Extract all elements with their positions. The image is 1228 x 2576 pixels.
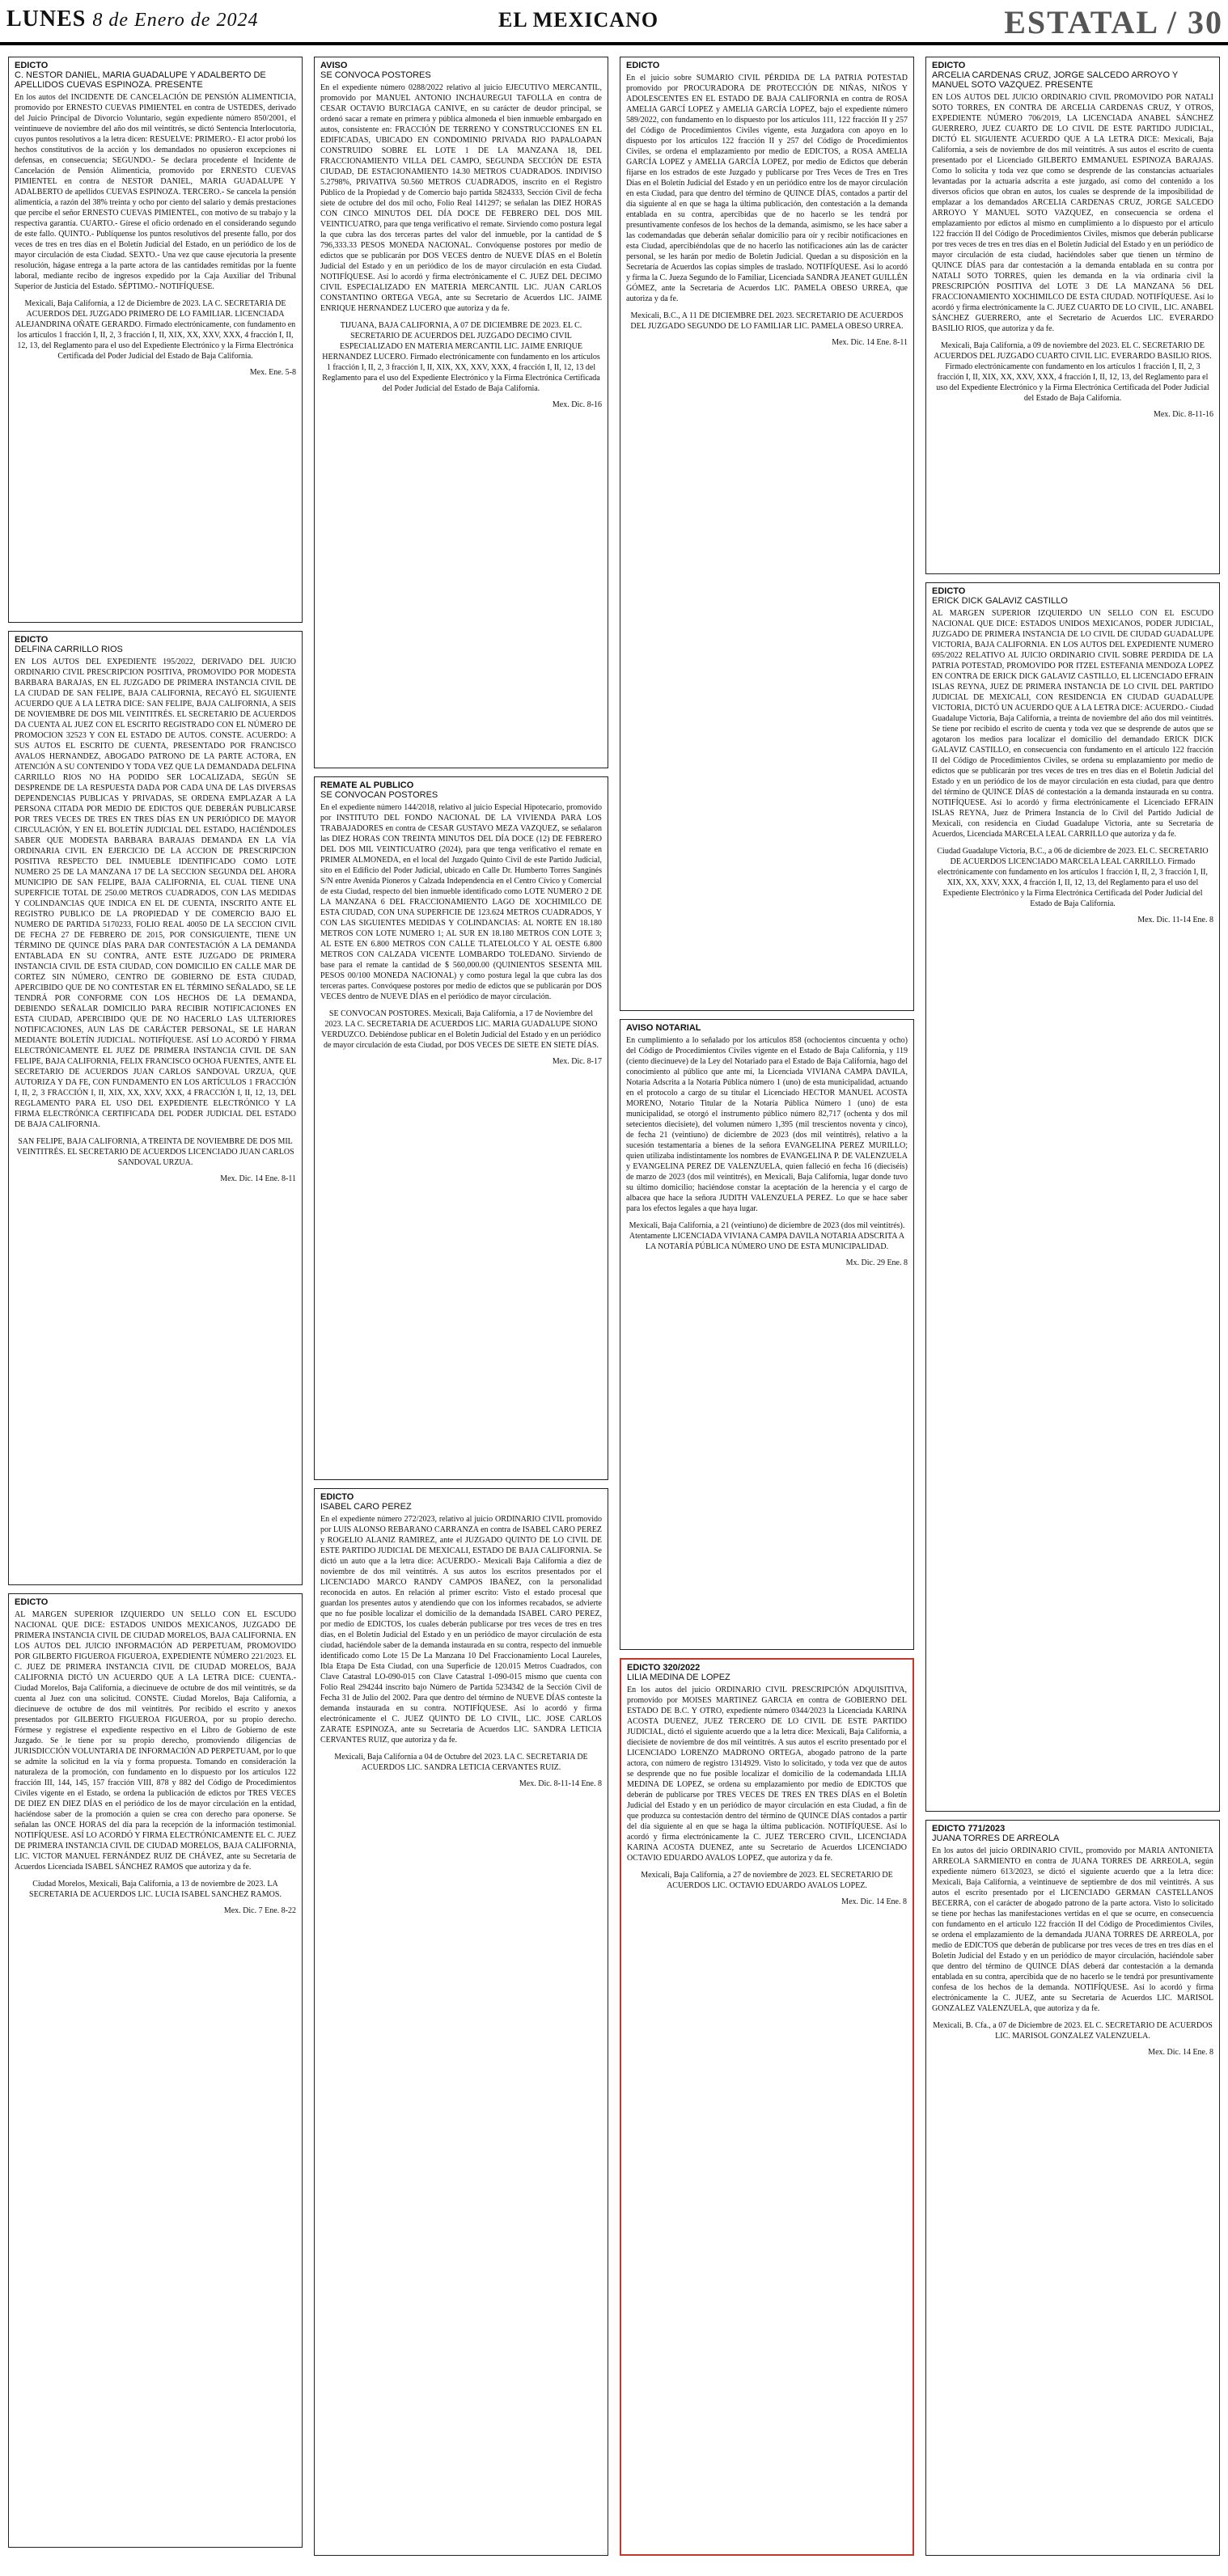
notice-tag: EDICTO 320/2022 xyxy=(627,1663,701,1673)
notice-party: SE CONVOCAN POSTORES xyxy=(320,790,438,800)
legal-notice xyxy=(314,776,608,1480)
notice-tag: EDICTO xyxy=(15,635,49,645)
section-page-label: ESTATAL / 30 xyxy=(1004,4,1223,40)
header-date: 8 de Enero de 2024 xyxy=(92,10,259,31)
legal-notice xyxy=(8,57,303,623)
notice-body: En el expediente número 272/2023, relativo al juicio ORDINARIO CIVIL promovido por LUIS ALONSO REBARANO CARRANZA en contra de ISABEL CARO PEREZ y ROGELIO ALANIZ RAMIREZ, ante el JUZGADO QUINTO DE LO CIVIL DE ESTE PARTIDO JUDICIAL DE MEXICALI, ESTADO DE BAJA CALIFORNIA. Se dictó un auto que a la letra dice: ACUERDO.- Mexicali Baja California a diez de noviembre de dos mil veintitrés. A sus autos los escritos presentados por el LICENCIADO MARCO RANDY CAMPOS IBAÑEZ, con la personalidad reconocida en autos. En relación al primer escrito: Visto el estado procesal que guardan los presentes autos y atendiendo que con los informes recabados, se advierte que no fue posible localizar el domicilio de la demandada ISABEL CARO PEREZ, por medio de EDICTOS, los cuales deberán publicarse por tres veces de tres en tres días, en el Boletín Judicial del Estado y en un periódico de mayor circulación de esta ciudad, haciéndole saber de la demanda instaurada en su contra, respecto del inmueble identificado como Lote 15 De La Manzana 10 Del Fraccionamiento Local Laureles, Ibla Etapa De Esta Ciudad, con una Superficie de 120.015 Metros Cuadrados, con Clave Catastral LO-090-015 con Clave Catastral 1-090-015 mismo que cuenta con Folio Real 294244 inscrito bajo Número de Partida 5234342 de la Sección Civil de Fecha 31 de Julio del 2002. Para que dentro del término de NUEVE DÍAS conteste la demanda instaurada en su contra. NOTIFÍQUESE. Así lo acordó y firma electrónicamente el C. JUEZ QUINTO DE LO CIVIL, LIC. JOSE CARLOS ZARATE ESPINOZA, ante su Secretaria de Acuerdos LIC. SANDRA LETICIA CERVANTES RUIZ, que autoriza y da fe. xyxy=(320,1515,602,1745)
notice-tag: EDICTO xyxy=(320,1492,354,1502)
notice-body: En el juicio sobre SUMARIO CIVIL PÉRDIDA DE LA PATRIA POTESTAD promovido por PROCURADORA DE PROTECCIÓN DE NIÑAS, NIÑOS Y ADOLESCENTES EN EL ESTADO DE BAJA CALIFORNIA en contra de ROSA AMELIA GARCÍ LOPEZ y AMELIA GARCÍA LOPEZ, bajo el expediente número 589/2022, con fundamento en lo dispuesto por los artículos 111, 122 fracción II y 257 del Código de Procedimientos Civiles vigente, esta Juzgadora con apoyo en lo dispuesto por los artículos 122 fracción II y 257 del Código de Procedimientos Civiles, se ordena el emplazamiento por medio de EDICTOS, a ROSA AMELIA GARCÍA LOPEZ y AMELIA GARCÍA LOPEZ, por medio de Edictos que deberán fijarse en los estrados de este Juzgado y publicarse por Tres Veces de Tres en Tres Días en el Boletín Judicial del Estado y en un periódico entre los de mayor circulación en esta Ciudad, para que dentro del término de QUINCE DÍAS, contados a partir del día siguiente al en que se haga la última publicación, den contestación a la demanda entablada en su contra, apercibidas que de no hacerlo se les tendrá por presuntivamente confesos de los hechos de la demanda, asimismo, se les hace saber a las codemandadas que deberán señalar domicilio para oír y recibir notificaciones en esta Ciudad, apercibiéndolas que de no hacerlo las notificaciones aún las de carácter personal, se les harán por medio de Boletín Judicial. Quedan a su disposición en la Secretaría de Acuerdos las copias simples de traslado. NOTIFÍQUESE. Así lo acordó y firma la C. Jueza Segundo de lo Familiar, Licenciada SANDRA JEANET GUILLÉN GÓMEZ, ante la Secretaria de Acuerdos LIC. PAMELA OBESO URREA, que autoriza y da fe. xyxy=(626,74,908,303)
notice-body: AL MARGEN SUPERIOR IZQUIERDO UN SELLO CON EL ESCUDO NACIONAL QUE DICE: ESTADOS UNIDOS MEXICANOS, PODER JUDICIAL, JUZGADO DE PRIMERA INSTANCIA DE LO CIVIL DE CIUDAD GUADALUPE VICTORIA, BAJA CALIFORNIA. EN LOS AUTOS DEL EXPEDIENTE NUMERO 695/2022 RELATIVO AL JUICIO ORDINARIO CIVIL SOBRE PERDIDA DE LA PATRIA POTESTAD, PROMOVIDO POR ITZEL ESTEFANIA MENDOZA LOPEZ EN CONTRA DE ERICK DICK GALAVIZ CASTILLO, EL LICENCIADO EFRAIN ISLAS REYNA, JUEZ DE PRIMERA INSTANCIA DE LO CIVIL DEL PARTIDO JUDICIAL DE MEXICALI, CON RESIDENCIA EN CIUDAD GUADALUPE VICTORIA, DICTÓ UN ACUERDO QUE A LA LETRA DICE: ACUERDO.- Ciudad Guadalupe Victoria, Baja California, a treinta de noviembre del año dos mil veintitrés. Se tiene por recibido el escrito de cuenta y toda vez que se desprende de autos que se agotaron los medios para localizar el domicilio del demandado ERICK DICK GALAVIZ CASTILLO, en consecuencia con fundamento en el artículo 122 fracción II del Código de Procedimientos Civiles, se ordena su emplazamiento por medio de edictos que se publicarán por tres veces de tres en tres días en el Boletín Judicial del Estado y en un periódico de los de mayor circulación en esta ciudad, para que dentro del término de QUINCE DÍAS dé contestación a la demanda instaurada en su contra. NOTIFÍQUESE. Así lo acordó y firma electrónicamente el Licenciado EFRAIN ISLAS REYNA, Juez de Primera Instancia de lo Civil del Partido Judicial de Mexicali, con residencia en Ciudad Guadalupe Victoria, ante su Secretaria de Acuerdos, Licenciada MARCELA LEAL CARRILLO que autoriza y da fe. xyxy=(932,609,1213,839)
notice-tag: EDICTO xyxy=(626,61,660,70)
notice-party: ARCELIA CARDENAS CRUZ, JORGE SALCEDO ARROYO Y MANUEL SOTO VAZQUEZ. PRESENTE xyxy=(932,70,1179,90)
notice-reference: Mex. Dic. 14 Ene. 8-11 xyxy=(220,1174,296,1183)
notice-party: LILIA MEDINA DE LOPEZ xyxy=(627,1673,730,1682)
notice-signature: Mexicali, Baja California, a 09 de noviembre del 2023. EL C. SECRETARIO DE ACUERDOS DEL JUZGADO CUARTO CIVIL LIC. EVERARDO BASILIO RIOS. Firmado electrónicamente con fundamento en los artículos 1 fracción I, II, 2, 3 fracción I, II, XIX, XX, XXV, XXX, 4 fracción I, II, 12, 13, del Reglamento para el uso del Expediente Electrónico y la Firma Electrónica Certificada del Poder Judicial del Estado de Baja California. xyxy=(934,341,1212,403)
notice-reference: Mex. Dic. 8-17 xyxy=(552,1057,602,1066)
notice-party: DELFINA CARRILLO RIOS xyxy=(15,645,123,654)
column-1 xyxy=(8,57,303,2564)
legal-notice xyxy=(925,57,1220,574)
notice-signature: Ciudad Guadalupe Victoria, B.C., a 06 de diciembre de 2023. EL C. SECRETARIO DE ACUERDOS LICENCIADO MARCELA LEAL CARRILLO. Firmado electrónicamente con fundamento en los artículos 1 fracción I, II, 2, 3 fracción I, II, XIX, XX, XXV, XXX, 4 fracción I, II, 12, 13, del Reglamento para el uso del Expediente Electrónico y la Firma Electrónica Certificada del Poder Judicial del Estado de Baja California. xyxy=(937,847,1209,908)
notice-body: En los autos del juicio ORDINARIO CIVIL PRESCRIPCIÓN ADQUISITIVA, promovido por MOISES MARTINEZ GARCIA en contra de GOBIERNO DEL ESTADO DE B.C. Y OTRO, expediente número 0344/2023 la Licenciada KARINA ACOSTA DUENEZ, JUEZ TERCERO DE LO CIVIL DE ESTE PARTIDO JUDICIAL, dictó el siguiente acuerdo que a la letra dice: Mexicali, Baja California, a diecisiete de noviembre de dos mil veintitrés. A sus autos el escrito presentado por el LICENCIADO LORENZO MADRONO ORTEGA, abogado patrono de la parte actora, con número de registro 1314929. Visto lo solicitado, y toda vez que de autos se desprende que no fue posible localizar el domicilio de la codemandada LILIA MEDINA DE LOPEZ, se ordena su emplazamiento por medio de EDICTOS que deberán de publicarse por TRES VECES DE TRES EN TRES DÍAS en el Boletín Judicial del Estado y en un periódico de mayor circulación en esta Ciudad, a fin de que produzca su contestación dentro del término de QUINCE DÍAS contados a partir del día siguiente al en que se haga la última publicación. NOTIFÍQUESE. Así lo acordó y firma electrónicamente la C. JUEZ TERCERO CIVIL, LICENCIADA KARINA ACOSTA DUENEZ, ante su Secretario de Acuerdos LICENCIADO OCTAVIO EDUARDO AVALOS LOPEZ, que autoriza y da fe. xyxy=(627,1686,907,1863)
notice-body: En los autos del juicio ORDINARIO CIVIL, promovido por MARIA ANTONIETA ARREOLA SARMIENTO en contra de JUANA TORRES DE ARREOLA, según expediente número 613/2023, se dictó el siguiente acuerdo que a la letra dice: Mexicali, Baja California, a veintinueve de septiembre de dos mil veintitrés. A sus autos el escrito presentado por el LICENCIADO GERMAN CASTELLANOS BECERRA, con el carácter de abogado patrono de la parte actora. Visto lo solicitado se tiene por hechas las manifestaciones vertidas en el que se ocurre, en consecuencia con fundamento en el artículo 122 fracción II del Código de Procedimientos Civiles, se ordena el emplazamiento de la demandada JUANA TORRES DE ARREOLA, por medio de EDICTOS que deberán de publicarse por tres veces de tres en tres días en el Boletín Judicial del Estado y en un periódico de mayor circulación, haciéndole saber que dentro del término de QUINCE DÍAS deberá dar contestación a la demanda entablada en su contra, apercibida que de no hacerlo se le tendrá por presuntivamente confesa de los hechos de la demanda. NOTIFÍQUESE. Así lo acordó y firma electrónicamente la C. JUEZ, ante su Secretaria de Acuerdos LIC. MARISOL GONZALEZ VALENZUELA, que autoriza y da fe. xyxy=(932,1846,1213,2013)
notice-signature: Mexicali, Baja California, a 21 (veintiuno) de diciembre de 2023 (dos mil veintitrés). Atentamente LICENCIADA VIVIANA CAMPA DAVILA NOTARIA ADSCRITA A LA NOTARÍA PÚBLICA NÚMERO UNO DE ESTA MUNICIPALIDAD. xyxy=(629,1221,905,1251)
legal-notice xyxy=(8,631,303,1585)
column-4 xyxy=(925,57,1220,2564)
notice-signature: Mexicali, B. Cfa., a 07 de Diciembre de 2023. EL C. SECRETARIO DE ACUERDOS LIC. MARISOL GONZALEZ VALENZUELA. xyxy=(933,2021,1213,2041)
column-2 xyxy=(314,57,608,2564)
notice-columns xyxy=(0,45,1228,2564)
notice-body: En el expediente número 144/2018, relativo al juicio Especial Hipotecario, promovido por INSTITUTO DEL FONDO NACIONAL DE LA VIVIENDA PARA LOS TRABAJADORES en contra de CESAR GUSTAVO MEZA VAZQUEZ, se señalaron las DIEZ HORAS CON TREINTA MINUTOS DEL DÍA DOCE (12) DE FEBRERO DEL DOS MIL VEINTICUATRO (2024), para que tenga verificativo el remate en PRIMER ALMONEDA, en el local del Juzgado Quinto Civil de este Partido Judicial, sito en el Edificio del Poder Judicial, ubicado en Calle Dr. Humberto Torres Sanginés S/N entre Avenida Pioneros y Calzada Independencia en el Centro Cívico y Comercial de esta Ciudad, respecto del bien inmueble identificado como LOTE NUMERO 2 DE LA MANZANA 6 DEL FRACCIONAMIENTO LAGO DE XOCHIMILCO DE ESTA CIUDAD, CON UNA SUPERFICIE DE 123.624 METROS CUADRADOS, Y CON LAS SIGUIENTES MEDIDAS Y COLINDANCIAS: AL NORTE EN 18.180 METROS CON LOTE NUMERO 1; AL SUR EN 18.180 METROS CON LOTE 3; AL ESTE EN 6.800 METROS CON CALLE TLATELOLCO Y AL OESTE 6.800 METROS CON CALZADA VICENTE LOMBARDO TOLEDANO. Sirviendo de base para el remate la cantidad de $ 560,000.00 (QUINIENTOS SESENTA MIL PESOS 00/100 MONEDA NACIONAL) y como postura legal la que cubra las dos terceras partes. Convóquese postores por medio de edictos que se publicarán por DOS VECES dentro de NUEVE DÍAS en el periódico de mayor circulación. xyxy=(320,803,602,1001)
notice-party: JUANA TORRES DE ARREOLA xyxy=(932,1834,1060,1843)
column-3 xyxy=(620,57,914,2564)
notice-reference: Mex. Dic. 14 Ene. 8 xyxy=(841,1897,907,1906)
header-dateline xyxy=(6,6,258,32)
notice-signature: SE CONVOCAN POSTORES. Mexicali, Baja California, a 17 de Noviembre del 2023. LA C. SECRETARIA DE ACUERDOS LIC. MARIA GUADALUPE SIONO VERDUZCO. Debiéndose publicar en el Boletín Judicial del Estado y en un periódico de mayor circulación de esta Ciudad, por DOS VECES DE SIETE EN SIETE DÍAS. xyxy=(321,1009,601,1050)
legal-notice xyxy=(620,1658,914,2556)
notice-party: C. NESTOR DANIEL, MARIA GUADALUPE Y ADALBERTO DE APELLIDOS CUEVAS ESPINOZA. PRESENTE xyxy=(15,70,266,90)
notice-tag: EDICTO xyxy=(932,61,966,70)
notice-signature: Ciudad Morelos, Mexicali, Baja California, a 13 de noviembre de 2023. LA SECRETARIA DE ACUERDOS LIC. LUCIA ISABEL SANCHEZ RAMOS. xyxy=(29,1880,282,1899)
notice-tag: EDICTO xyxy=(932,586,966,596)
notice-tag: AVISO NOTARIAL xyxy=(626,1023,701,1033)
notice-reference: Mex. Dic. 8-16 xyxy=(552,400,602,409)
header-day: LUNES xyxy=(6,6,87,32)
notice-tag: EDICTO 771/2023 xyxy=(932,1824,1006,1834)
notice-tag: AVISO xyxy=(320,61,348,70)
notice-reference: Mex. Dic. 8-11-14 Ene. 8 xyxy=(519,1779,602,1788)
notice-reference: Mx. Dic. 29 Ene. 8 xyxy=(845,1258,908,1267)
notice-signature: Mexicali, Baja California a 04 de Octubre del 2023. LA C. SECRETARIA DE ACUERDOS LIC. SANDRA LETICIA CERVANTES RUIZ. xyxy=(334,1753,588,1772)
notice-party: SE CONVOCA POSTORES xyxy=(320,70,431,80)
notice-reference: Mex. Dic. 14 Ene. 8-11 xyxy=(832,338,908,347)
notice-signature: SAN FELIPE, BAJA CALIFORNIA, A TREINTA DE NOVIEMBRE DE DOS MIL VEINTITRÉS. EL SECRETARIO DE ACUERDOS LICENCIADO JUAN CARLOS SANDOVAL URZUA. xyxy=(16,1137,294,1167)
notice-body: AL MARGEN SUPERIOR IZQUIERDO UN SELLO CON EL ESCUDO NACIONAL QUE DICE: ESTADOS UNIDOS MEXICANOS, JUZGADO DE PRIMERA INSTANCIA CIVIL DE CIUDAD MORELOS, BAJA CALIFORNIA. EN LOS AUTOS DEL JUICIO INFORMACIÓN AD PERPETUAM, PROMOVIDO POR GILBERTO FIGUEROA FIGUEROA, EXPEDIENTE NÚMERO 221/2023. EL C. JUEZ DE PRIMERA INSTANCIA CIVIL DE CIUDAD MORELOS, BAJA CALIFORNIA DICTÓ UN ACUERDO QUE A LA LETRA DICE: CUENTA.- Ciudad Morelos, Baja California, a diecinueve de octubre de dos mil veintitrés, se da cuenta al Juez con una solicitud. CONSTE. Ciudad Morelos, Baja California, a diecinueve de octubre de dos mil veintitrés. Por recibido el escrito y anexos presentados por GILBERTO FIGUEROA FIGUEROA, por su propio derecho. Fórmese y regístrese el expediente respectivo en el Libro de Gobierno de este Juzgado. Se le tiene por su propio derecho, promoviendo diligencias de JURISDICCIÓN VOLUNTARIA DE INFORMACIÓN AD PERPETUAM, por lo que se admite la solicitud en la vía y forma propuesta. Tomando en consideración la naturaleza de la promoción, con fundamento en lo dispuesto por los artículos 122 fracción III, 144, 145, 157 fracción VIII, 878 y 882 del Código de Procedimientos Civiles vigente en el Estado, se ordena la publicación de edictos por TRES VECES DE DIEZ EN DIEZ DÍAS en el periódico de los de mayor circulación en la entidad, haciéndose saber de la promoción a quien se crea con derecho para oponerse. Se señalan las ONCE HORAS del día para la recepción de la información testimonial. NOTIFÍQUESE. ASÍ LO ACORDÓ Y FIRMA ELECTRÓNICAMENTE EL C. JUEZ DE PRIMERA INSTANCIA CIVIL DE CIUDAD MORELOS, BAJA CALIFORNIA, LIC. VICTOR MANUEL FERNÁNDEZ RUIZ DE CHÁVEZ, ante su Secretaria de Acuerdos Licenciada ISABEL SÁNCHEZ RAMOS que autoriza y da fe. xyxy=(15,1610,296,1872)
legal-notice xyxy=(620,57,914,1011)
notice-body: En cumplimiento a lo señalado por los artículos 858 (ochocientos cincuenta y ocho) del Código de Procedimientos Civiles vigente en el Estado de Baja California, y 119 (ciento diecinueve) de la Ley del Notariado para el Estado de Baja California, hago del conocimiento al público que ante mí, la Licenciada VIVIANA CAMPA DAVILA, Notaria Adscrita a la Notaría Pública número 1 (uno) de esta municipalidad, actuando en el protocolo a cargo de su titular el Licenciado HECTOR MANUEL ACOSTA MORENO, Notario Titular de la Notaría Pública Número 1 (uno) de esta municipalidad, se otorgó el instrumento público número 82,717 (ochenta y dos mil setecientos diecisiete), del volumen número 1,395 (mil trescientos noventa y cinco), de fecha 21 (veintiuno) de diciembre de 2023 (dos mil veintitrés), relativo a la sucesión testamentaria a bienes de la señora EVANGELINA PEREZ MURILLO; quien utilizaba indistintamente los nombres de EVANGELINA P. DE VALENZUELA y EVANGELINA PEREZ DE VALENZUELA, quien falleció en fecha 16 (dieciséis) de marzo de 2023 (dos mil veintitrés), en Mexicali, Baja California, lugar donde tuvo su último domicilio; haciéndose constar la aceptación de la herencia y el cargo de albacea que hace la señora JUDITH VALENZUELA PEREZ. Lo que se hace saber para los efectos legales a que haya lugar. xyxy=(626,1036,908,1213)
legal-notice xyxy=(925,1820,1220,2556)
notice-tag: REMATE AL PUBLICO xyxy=(320,780,414,790)
notice-reference: Mex. Ene. 5-8 xyxy=(249,368,296,377)
notice-signature: TIJUANA, BAJA CALIFORNIA, A 07 DE DICIEMBRE DE 2023. EL C. SECRETARIO DE ACUERDOS DEL JUZGADO DECIMO CIVIL ESPECIALIZADO EN MATERIA MERCANTIL LIC. JAIME ENRIQUE HERNANDEZ LUCERO. Firmado electrónicamente con fundamento en los artículos 1 fracción I, II, 2, 3 fracción I, II, XIX, XX, XXV, XXX, 4 fracción I, II, 12, 13 del Reglamento para el uso del Expediente Electrónico y la Firma Electrónica Certificada del Poder Judicial del Estado de Baja California. xyxy=(322,321,600,393)
notice-body: EN LOS AUTOS DEL EXPEDIENTE 195/2022, DERIVADO DEL JUICIO ORDINARIO CIVIL PRESCRIPCION POSITIVA, PROMOVIDO POR MODESTA BARBARA BARAJAS, EN EL JUZGADO DE PRIMERA INSTANCIA CIVIL DE LA CIUDAD DE SAN FELIPE, BAJA CALIFORNIA, RECAYÓ EL SIGUIENTE ACUERDO QUE A LA LETRA DICE: SAN FELIPE, BAJA CALIFORNIA, A SEIS DE NOVIEMBRE DE DOS MIL VEINTITRÉS. EL SECRETARIO DE ACUERDOS DA CUENTA AL JUEZ CON EL ESCRITO REGISTRADO CON EL NÚMERO DE PROMOCION 32523 Y CON EL ESTADO DE AUTOS. CONSTE. ACUERDO: A SUS AUTOS EL ESCRITO DE CUENTA, PRESENTADO POR FRANCISCO AVALOS HERNANDEZ, ABOGADO PATRONO DE LA PARTE ACTORA, EN ATENCIÓN A SU CONTENIDO Y TODA VEZ QUE LA DEMANDADA DELFINA CARRILLO RIOS NO HA PODIDO SER LOCALIZADA, SEGÚN SE DESPRENDE DE LA RESPUESTA DADA POR CADA UNA DE LAS DIVERSAS DEPENDENCIAS PUBLICAS Y PRIVADAS, SE ORDENA EMPLAZAR A LA PERSONA CITADA POR MEDIO DE EDICTOS QUE DEBERÁN PUBLICARSE POR TRES VECES DE TRES EN TRES DÍAS EN UN PERIÓDICO DE MAYOR CIRCULACIÓN, Y EN EL BOLETÍN JUDICIAL DEL ESTADO, HACIÉNDOLES SABER QUE MODESTA BARBARA BARAJAS DEMANDA EN LA VÍA ORDINARIA CIVIL EN EJERCICIO DE LA ACCION DE PRESCRIPCION POSITIVA RESPECTO DEL INMUEBLE IDENTIFICADO COMO LOTE NUMERO 25 DE LA MANZANA 17 DE LA SECCION SEGUNDA DEL AHORA MUNICIPIO DE SAN FELIPE, BAJA CALIFORNIA, EL CUAL TIENE UNA SUPERFICIE TOTAL DE 250.00 METROS CUADRADOS, CON LAS MEDIDAS Y COLINDANCIAS QUE INDICA EN EL DE CUENTA, INSCRITO ANTE EL REGISTRO PUBLICO DE LA PROPIEDAD Y DE COMERCIO BAJO EL NUMERO DE PARTIDA 5170233, FOLIO REAL 40050 DE LA SECCION CIVIL DE FECHA 27 DE FEBRERO DE 2015, POR CONSIGUIENTE, TIENE UN TÉRMINO DE QUINCE DÍAS PARA DAR CONTESTACIÓN A LA DEMANDA ENTABLADA EN SU CONTRA, ANTE ESTE JUZGADO DE PRIMERA INSTANCIA CIVIL DE ESTA CIUDAD, CON DOMICILIO EN CALLE MAR DE CORTEZ SIN NÚMERO, CENTRO DE GOBIERNO DE ESTA CIUDAD, APERCIBIDO QUE DE NO CONTESTAR EN EL TÉRMINO SEÑALADO, SE LE TENDRÁ POR CONFORME CON LOS HECHOS DE LA DEMANDA, DEBIENDO SEÑALAR DOMICILIO PARA RECIBIR NOTIFICACIONES EN ESTA CIUDAD, APERCIBIDO QUE DE NO HACERLO LAS ULTERIORES NOTIFICACIONES, AUN LAS DE CARÁCTER PERSONAL, SE LE HARAN MEDIANTE BOLETÍN JUDICIAL. NOTIFÍQUESE. ASÍ LO ACORDÓ Y FIRMA ELECTRÓNICAMENTE EL JUEZ DE PRIMERA INSTANCIA CIVIL DE SAN FELIPE, BAJA CALIFORNIA, FELIX FRANCISCO OCHOA FUENTES, ANTE EL SECRETARIO DE ACUERDOS JUAN CARLOS SANDOVAL URZUA, QUE AUTORIZA Y DA FE, CON FUNDAMENTO EN LOS ARTÍCULOS 1 FRACCIÓN I, II, 2, 3 FRACCIÓN I, II, XIX, XX, XXV, XXX, 4 FRACCIÓN I, II, 12, 13, DEL REGLAMENTO PARA EL USO DEL EXPEDIENTE ELECTRÓNICO Y LA FIRMA ELECTRÓNICA CERTIFICADA DEL PODER JUDICIAL DEL ESTADO DE BAJA CALIFORNIA. xyxy=(15,658,296,1129)
notice-body: EN LOS AUTOS DEL JUICIO ORDINARIO CIVIL PROMOVIDO POR NATALI SOTO TORRES, EN CONTRA DE ARCELIA CARDENAS CRUZ, Y OTROS, EXPEDIENTE NÚMERO 706/2019, LA LICENCIADA ANABEL SÁNCHEZ GUERRERO, JUEZ CUARTO DE LO CIVIL DE ESTE PARTIDO JUDICIAL, DICTÓ EL SIGUIENTE ACUERDO QUE A LA LETRA DICE: Mexicali, Baja California, a seis de noviembre de dos mil veintitrés. A sus autos el escrito de cuenta presentado por el Licenciado GILBERTO EMMANUEL ESPINOZA BARAJAS. Como lo solicita y toda vez que como se desprende de las constancias actuariales levantadas por la actuaria adscrita a este juzgado, así como del contenido a los diversos oficios que obran en autos, los cuales se desprende de la imposibilidad de emplazar a los demandados ARCELIA CARDENAS CRUZ, JORGE SALCEDO ARROYO Y MANUEL SOTO VAZQUEZ, en consecuencia se ordena el emplazamiento por edictos al mismo en cumplimiento a lo dispuesto por el artículo 122 fracción II del Código de Procedimientos Civiles, mismos que deberán publicarse por tres veces de tres en tres días en el Boletín Judicial del Estado y en un periódico de mayor circulación de esta ciudad, haciéndoles saber que tienen un término de QUINCE DÍAS para dar contestación a la demanda entablada en su contra por NATALI SOTO TORRES, quien les demanda en la vía ordinaria civil la PRESCRIPCIÓN POSITIVA del LOTE 3 DE LA MANZANA 56 DEL FRACCIONAMIENTO XOCHIMILCO DE ESTA CIUDAD. NOTIFÍQUESE. Así lo acordó y firma electrónicamente la C. JUEZ CUARTO DE LO CIVIL, LIC. ANABEL SÁNCHEZ GUERRERO, ante el Secretario de Acuerdos LIC. EVERARDO BASILIO RIOS, que autoriza y da fe. xyxy=(932,93,1213,333)
notice-party: ISABEL CARO PEREZ xyxy=(320,1502,412,1512)
notice-reference: Mex. Dic. 14 Ene. 8 xyxy=(1148,2048,1213,2057)
legal-notice xyxy=(925,582,1220,1812)
notice-tag: EDICTO xyxy=(15,61,49,70)
newspaper-header xyxy=(0,0,1228,45)
notice-party: ERICK DICK GALAVIZ CASTILLO xyxy=(932,596,1068,606)
notice-signature: Mexicali, B.C., A 11 DE DICIEMBRE DEL 2023. SECRETARIO DE ACUERDOS DEL JUZGADO SEGUNDO DE LO FAMILIAR LIC. PAMELA OBESO URREA. xyxy=(630,311,904,331)
legal-notice xyxy=(8,1593,303,2548)
newspaper-title: EL MEXICANO xyxy=(498,8,659,32)
notice-body: En el expediente número 0288/2022 relativo al juicio EJECUTIVO MERCANTIL, promovido por MANUEL ANTONIO INCHAUREGUI TAFOLLA en contra de CESAR OCTAVIO BURCIAGA CANIVE, en su carácter de deudor principal, se ordenó sacar a remate en primera y pública almoneda el bien inmueble embargado en autos, consistente en: FRACCIÓN DE TERRENO Y CONSTRUCCIONES EN EL EDIFICADAS, UBICADO EN CONDOMINIO PRIVADA RIO PAPALOAPAN CONSTRUIDO SOBRE EL LOTE 1 DE LA MANZANA 18, DEL FRACCIONAMIENTO VILLA DEL CAMPO, SEGUNDA SECCIÓN DE ESTA CIUDAD, DE ESTACIONAMIENTO 14.30 METROS CUADRADOS. INDIVISO 5.2798%, PRIVATIVA 50.560 METROS CUADRADOS, inscrito en el Registro Público de la Propiedad y de Comercio bajo partida 5824333, Sección Civil de fecha siete de octubre del dos mil ocho, Folio Real 141297; se señalan las DIEZ HORAS CON CINCO MINUTOS DEL DÍA DOCE DE FEBRERO DEL DOS MIL VEINTICUATRO, para que tenga verificativo el remate. Sirviendo como postura legal la que cubra las dos terceras partes del valor del inmueble, por la cantidad de $ 796,333.33 PESOS MONEDA NACIONAL. Convóquense postores por medio de edictos que se publicarán por DOS VECES dentro de NUEVE DÍAS en el Boletín Judicial del Estado y en un periódico de los de mayor circulación en esta Ciudad. NOTIFÍQUESE. Así lo acordó y firma electrónicamente el C. JUEZ DEL DECIMO CIVIL ESPECIALIZADO EN MATERIA MERCANTIL LIC. JUAN CARLOS CONSTANTINO ORTEGA VEGA, ante su Secretario de Acuerdos LIC. JAIME ENRIQUE HERNANDEZ LUCERO que autoriza y da fe. xyxy=(320,83,602,313)
notice-signature: Mexicali, Baja California, a 27 de noviembre de 2023. EL SECRETARIO DE ACUERDOS LIC. OCTAVIO EDUARDO AVALOS LOPEZ. xyxy=(641,1871,893,1890)
notice-body: En los autos del INCIDENTE DE CANCELACIÓN DE PENSIÓN ALIMENTICIA, promovido por ERNESTO CUEVAS PIMIENTEL en contra de USTEDES, derivado del Juicio Principal de Divorcio Voluntario, según expediente número 850/2001, el veintinueve de noviembre del año dos mil veintitrés, se dictó Sentencia Interlocutoria, cuyos puntos resolutivos a la letra dicen: RESUELVE: PRIMERO.- El actor probó los hechos constitutivos de la acción y los demandados no opusieron excepciones ni defensas, en consecuencia; SEGUNDO.- Se declara procedente el Incidente de Cancelación de Pensión Alimenticia, promovido por ERNESTO CUEVAS PIMIENTEL en contra de NESTOR DANIEL, MARIA GUADALUPE Y ADALBERTO de apellidos CUEVAS ESPINOZA. TERCERO.- Se cancela la pensión alimenticia, a razón del 38% treinta y ocho por ciento del salario y demás prestaciones que percibe el señor ERNESTO CUEVAS PIMIENTEL, con motivo de su trabajo y la respectiva garantía. CUARTO.- Gírese el oficio ordenado en el considerando segundo de este fallo. QUINTO.- Publíquense los puntos resolutivos del presente fallo, por dos veces de tres en tres días en el Boletín Judicial del Estado, en un periódico de los de mayor circulación de esta Ciudad. SEXTO.- Una vez que cause ejecutoria la presente resolución, hágase entrega a la parte actora de las cantidades remitidas por la fuente laboral, mediante recibo de ingresos expedido por la Caja Auxiliar del Tribunal Superior de Justicia del Estado. SÉPTIMO.- NOTIFÍQUESE. xyxy=(15,93,296,291)
notice-reference: Mex. Dic. 11-14 Ene. 8 xyxy=(1137,916,1213,924)
notice-reference: Mex. Dic. 7 Ene. 8-22 xyxy=(223,1906,296,1915)
notice-tag: EDICTO xyxy=(15,1597,49,1607)
legal-notice xyxy=(314,1488,608,2556)
notice-reference: Mex. Dic. 8-11-16 xyxy=(1153,410,1213,419)
legal-notice xyxy=(314,57,608,768)
notice-signature: Mexicali, Baja California, a 12 de Diciembre de 2023. LA C. SECRETARIA DE ACUERDOS DEL JUZGADO PRIMERO DE LO FAMILIAR. LICENCIADA ALEJANDRINA OÑATE GERARDO. Firmado electrónicamente, con fundamento en los artículos 1 fracción I, II, 2, 3 fracción I, II, XIX, XX, XXV, XXX, 4 fracción I, II, 12, 13, del Reglamento para el uso del Expediente Electrónico y la Firma Electrónica Certificada del Poder Judicial del Estado de Baja California. xyxy=(15,299,296,361)
legal-notice xyxy=(620,1019,914,1650)
